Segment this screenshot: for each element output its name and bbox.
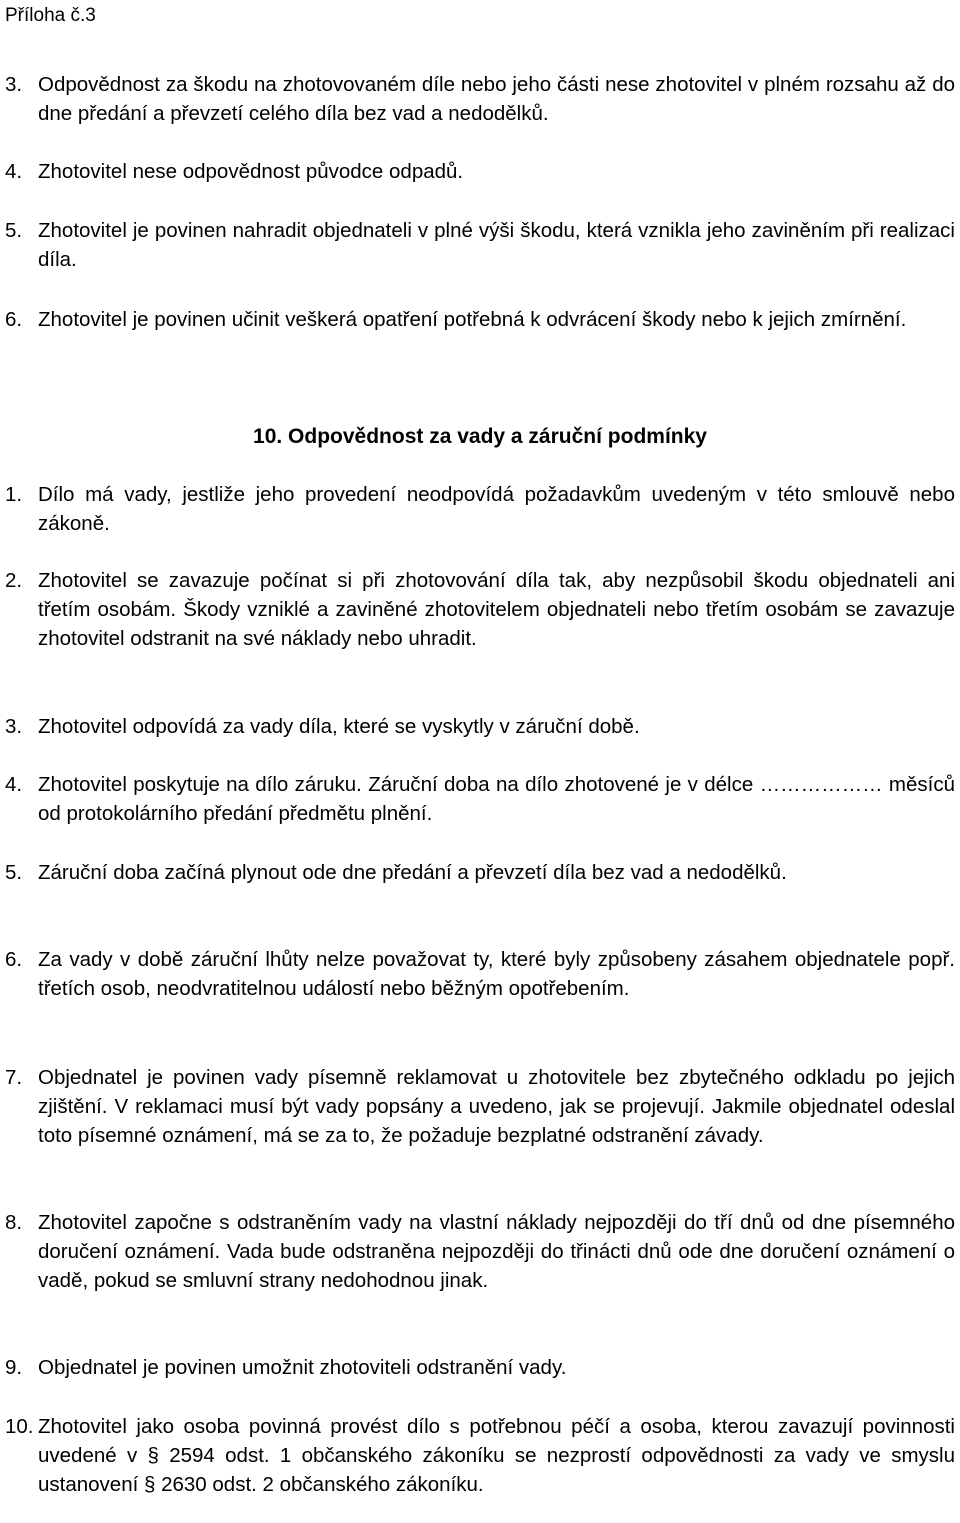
warranty-clause-9 — [5, 1353, 955, 1382]
clause-text: Zhotovitel je povinen učinit veškerá opatření potřebná k odvrácení škody nebo k jejich zmírnění. — [38, 308, 907, 331]
warranty-clause-4 — [5, 770, 955, 828]
warranty-clause-6 — [5, 945, 955, 1003]
clause-text: Zhotovitel se zavazuje počínat si při zhotovování díla tak, aby nezpůsobil škodu objednateli ani třetím osobám. Škody vzniklé a zaviněné zhotovitelem objednateli nebo třetím osobám se zavazuje zhotovitel odstranit na své náklady nebo uhradit. — [38, 569, 955, 650]
clause-text: Za vady v době záruční lhůty nelze považovat ty, které byly způsobeny zásahem objednatele popř. třetích osob, neodvratitelnou událostí nebo běžným opotřebením. — [38, 948, 955, 1000]
clause-number: 5. — [5, 861, 23, 884]
clause-text: Zhotovitel započne s odstraněním vady na vlastní náklady nejpozději do tří dnů od dne písemného doručení oznámení. Vada bude odstraněna nejpozději do třinácti dnů ode dne doručení oznámení o vadě, pokud se smluvní strany nedohodnou jinak. — [38, 1211, 955, 1292]
clause-text: Objednatel je povinen vady písemně reklamovat u zhotovitele bez zbytečného odkladu po jejich zjištění. V reklamaci musí být vady popsány a uvedeno, jak se projevují. Jakmile objednatel odeslal toto písemné oznámení, má se za to, že požaduje bezplatné odstranění závady. — [38, 1066, 955, 1147]
warranty-clause-2 — [5, 566, 955, 653]
clause-number: 4. — [5, 160, 23, 183]
clause-text: Zhotovitel poskytuje na dílo záruku. Záruční doba na dílo zhotovené je v délce ……………… měsíců od protokolárního předání předmětu plnění. — [38, 773, 955, 825]
clause-number: 8. — [5, 1211, 23, 1234]
clause-number: 9. — [5, 1356, 23, 1379]
attachment-label: Příloha č.3 — [5, 5, 96, 26]
clause-number: 6. — [5, 948, 23, 971]
warranty-clause-7 — [5, 1063, 955, 1150]
clause-number: 1. — [5, 483, 23, 506]
warranty-clause-8 — [5, 1208, 955, 1295]
warranty-clause-5 — [5, 858, 955, 887]
clause-text: Zhotovitel nese odpovědnost původce odpadů. — [38, 160, 464, 183]
clause-text: Dílo má vady, jestliže jeho provedení neodpovídá požadavkům uvedeným v této smlouvě nebo zákoně. — [38, 483, 955, 535]
clause-text: Zhotovitel odpovídá za vady díla, které se vyskytly v záruční době. — [38, 715, 640, 738]
clause-number: 3. — [5, 715, 23, 738]
clause-3 — [5, 70, 955, 128]
clause-number: 10. — [5, 1415, 34, 1438]
section-heading: 10. Odpovědnost za vady a záruční podmínky — [253, 425, 707, 448]
clause-4 — [5, 157, 955, 186]
warranty-clause-1 — [5, 480, 955, 538]
clause-number: 5. — [5, 219, 23, 242]
clause-number: 4. — [5, 773, 23, 796]
clause-6 — [5, 305, 955, 334]
clause-number: 2. — [5, 569, 23, 592]
clause-number: 3. — [5, 73, 23, 96]
clause-number: 6. — [5, 308, 23, 331]
clause-text: Objednatel je povinen umožnit zhotoviteli odstranění vady. — [38, 1356, 567, 1379]
clause-number: 7. — [5, 1066, 23, 1089]
clause-text: Odpovědnost za škodu na zhotovovaném díle nebo jeho části nese zhotovitel v plném rozsahu až do dne předání a převzetí celého díla bez vad a nedodělků. — [38, 73, 955, 125]
clause-text: Zhotovitel jako osoba povinná provést dílo s potřebnou péčí a osoba, kterou zavazují povinnosti uvedené v § 2594 odst. 1 občanského zákoníku se nezprostí odpovědnosti za vady ve smyslu ustanovení § 2630 odst. 2 občanského zákoníku. — [38, 1415, 955, 1496]
clause-text: Zhotovitel je povinen nahradit objednateli v plné výši škodu, která vznikla jeho zaviněním při realizaci díla. — [38, 219, 955, 271]
clause-text: Záruční doba začíná plynout ode dne předání a převzetí díla bez vad a nedodělků. — [38, 861, 787, 884]
warranty-clause-3 — [5, 712, 955, 741]
clause-5 — [5, 216, 955, 274]
warranty-clause-10 — [5, 1412, 955, 1499]
